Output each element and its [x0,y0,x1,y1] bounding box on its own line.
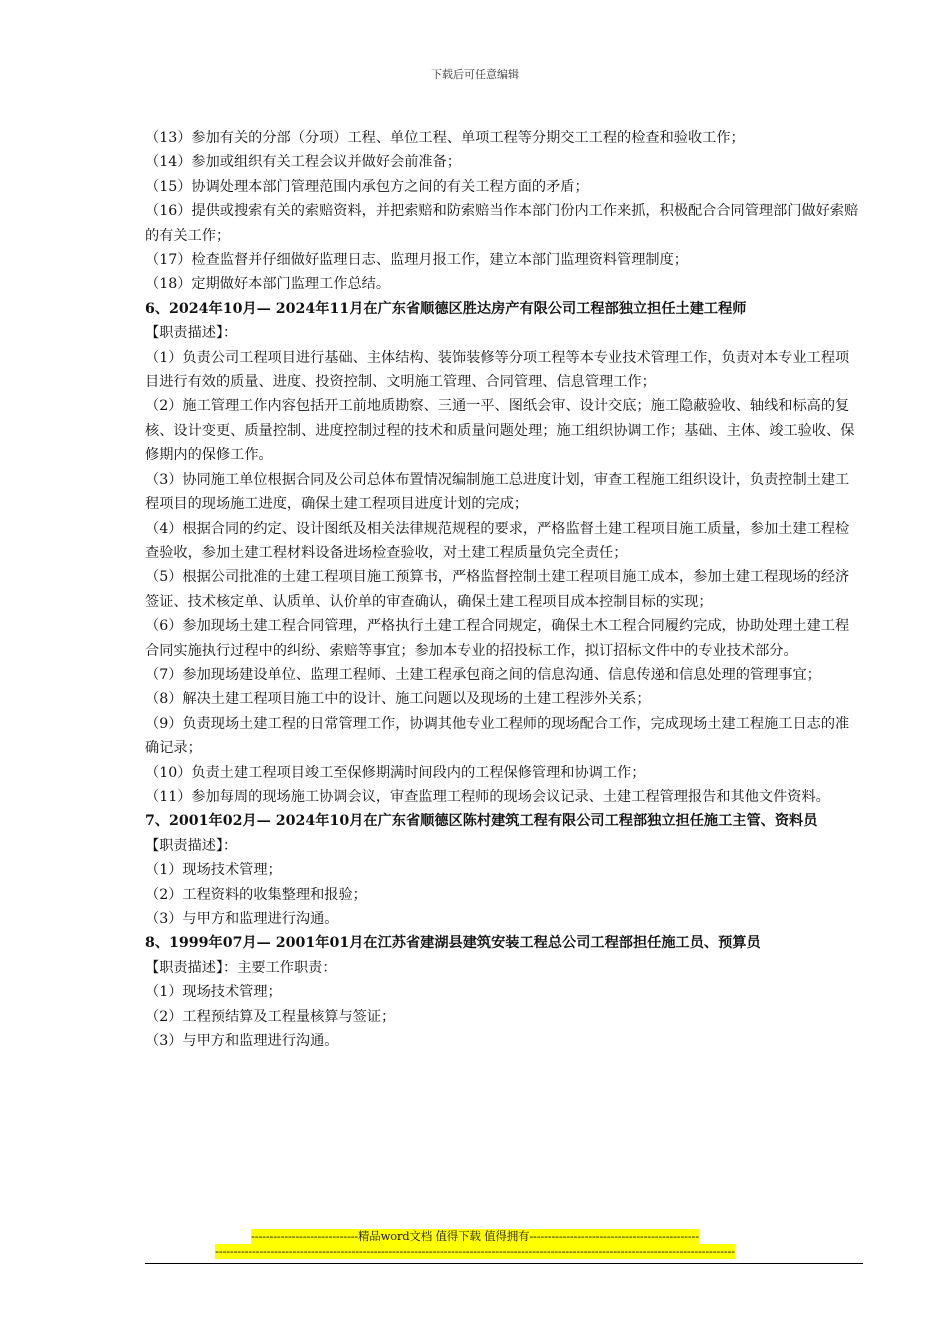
job-heading-6: 6、2024年10月— 2024年11月在广东省顺德区胜达房产有限公司工程部独立担任土建工程师 [145,300,747,317]
page-header: 下载后可任意编辑 [431,68,519,81]
duty-item-6: （6）参加现场土建工程合同管理，严格执行土建工程合同规定，确保土木工程合同履约完成，协助处理土建工程合同实施执行过程中的纠纷、索赔等事宜；参加本专业的招投标工作，拟订招标文件中的专业技术部分。 [145,618,850,659]
duty-item-1: （1）现场技术管理； [145,862,282,879]
footer-rule [145,1263,863,1264]
paragraph-15: （15）协调处理本部门管理范围内承包方之间的有关工程方面的矛盾； [145,178,589,195]
duty-item-11: （11）参加每周的现场施工协调会议，审查监理工程师的现场会议记录、土建工程管理报告和其他文件资料。 [145,788,830,805]
duty-item-3: （3）协同施工单位根据合同及公司总体布置情况编制施工总进度计划，审查工程施工组织设计，负责控制土建工程项目的现场施工进度，确保土建工程项目进度计划的完成； [145,471,850,513]
duty-item-5: （5）根据公司批准的土建工程项目施工预算书，严格监督控制土建工程项目施工成本，参加土建工程现场的经济签证、技术核定单、认质单、认价单的审查确认，确保土建工程项目成本控制目标的实现； [145,569,850,610]
page-footer [0,1229,950,1259]
duty-label: 【职责描述】：主要工作职责： [145,959,337,976]
duty-label: 【职责描述】： [145,837,238,854]
duty-item-3: （3）与甲方和监理进行沟通。 [145,911,339,927]
paragraph-16: （16）提供或搜索有关的索赔资料，并把索赔和防索赔当作本部门份内工作来抓，积极配合合同管理部门做好索赔的有关工作； [145,203,859,244]
duty-item-2: （2）施工管理工作内容包括开工前地质勘察、三通一平、图纸会审、设计交底；施工隐蔽验收、轴线和标高的复核、设计变更、质量控制、进度控制过程的技术和质量问题处理；施工组织协调工作；基础、主体、竣工验收、保修期内的保修工作。 [145,398,855,464]
paragraph-13: （13）参加有关的分部（分项）工程、单位工程、单项工程等分期交工工程的检查和验收工作； [145,130,745,146]
duty-item-4: （4）根据合同的约定、设计图纸及相关法律规范规程的要求，严格监督土建工程项目施工质量，参加土建工程检查验收，参加土建工程材料设备进场检查验收，对土建工程质量负完全责任； [145,520,850,561]
duty-item-3: （3）与甲方和监理进行沟通。 [145,1033,339,1050]
paragraph-17: （17）检查监督并仔细做好监理日志、监理月报工作，建立本部门监理资料管理制度； [145,252,688,269]
duty-item-7: （7）参加现场建设单位、监理工程师、土建工程承包商之间的信息沟通、信息传递和信息处理的管理事宜； [145,666,821,683]
footer-dash-line: --------------------------------------------------------------------------------------------------------------------------------------------- [215,1244,735,1258]
document-body [145,126,863,1053]
duty-item-1: （1）现场技术管理； [145,984,282,1001]
job-heading-7: 7、2001年02月— 2024年10月在广东省顺德区陈村建筑工程有限公司工程部独立担任施工主管、资料员 [145,813,818,830]
job-heading-8: 8、1999年07月— 2001年01月在江苏省建湖县建筑安装工程总公司工程部担任施工员、预算员 [145,935,761,952]
duty-item-9: （9）负责现场土建工程的日常管理工作，协调其他专业工程师的现场配合工作，完成现场土建工程施工日志的准确记录； [145,715,850,757]
duty-item-10: （10）负责土建工程项目竣工至保修期满时间段内的工程保修管理和协调工作； [145,764,646,781]
duty-item-8: （8）解决土建工程项目施工中的设计、施工问题以及现场的土建工程涉外关系； [145,691,651,708]
paragraph-14: （14）参加或组织有关工程会议并做好会前准备； [145,154,461,171]
footer-banner-line: -----------------------------精品word文档 值得下载 值得拥有---------------------------------------------- [251,1229,699,1243]
duty-item-2: （2）工程资料的收集整理和报验； [145,886,367,903]
paragraph-18: （18）定期做好本部门监理工作总结。 [145,276,391,293]
duty-item-1: （1）负责公司工程项目进行基础、主体结构、装饰装修等分项工程等本专业技术管理工作，负责对本专业工程项目进行有效的质量、进度、投资控制、文明施工管理、合同管理、信息管理工作； [145,349,850,391]
duty-item-2: （2）工程预结算及工程量核算与签证； [145,1008,396,1025]
duty-label: 【职责描述】： [145,325,238,342]
